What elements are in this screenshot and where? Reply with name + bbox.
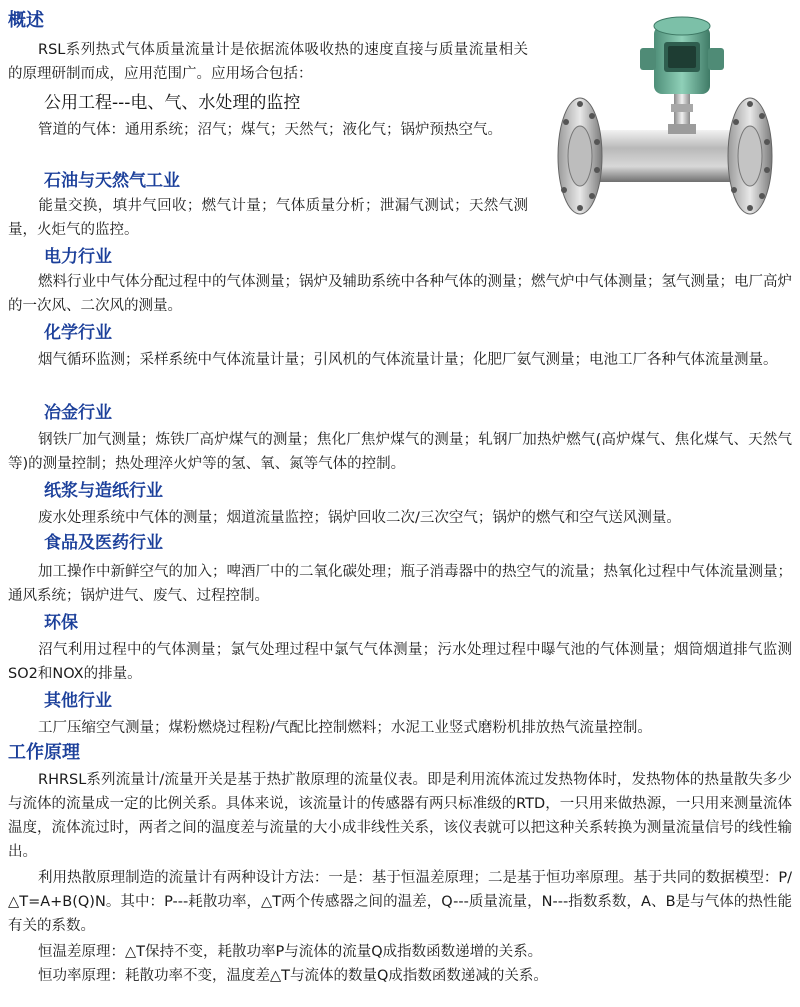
public-utilities-text xyxy=(8,118,528,142)
principle-heading: 工作原理 xyxy=(8,742,80,763)
environment-text-body: 沼气利用过程中的气体测量；氯气处理过程中氯气气体测量；污水处理过程中曝气池的气体测量；烟筒烟道排气监测SO2和NOX的排量。 xyxy=(8,642,792,682)
paper-industry-heading: 纸浆与造纸行业 xyxy=(44,481,163,501)
environment-text xyxy=(8,638,792,686)
power-text xyxy=(8,270,792,318)
principle-text-1 xyxy=(8,768,792,864)
environment-heading: 环保 xyxy=(44,613,78,633)
other-industries-text-body: 工厂压缩空气测量；煤粉燃烧过程粉/气配比控制燃料；水泥工业竖式磨粉机排放热气流量控制。 xyxy=(38,720,652,736)
food-pharma-text-body: 加工操作中新鲜空气的加入；啤酒厂中的二氧化碳处理；瓶子消毒器中的热空气的流量；热氧化过程中气体流量测量；通风系统；锅炉进气、废气、过程控制。 xyxy=(8,564,792,604)
petroleum-text xyxy=(8,194,528,242)
public-utilities-heading: 公用工程---电、气、水处理的监控 xyxy=(44,93,301,113)
public-utilities-text-body: 管道的气体：通用系统；沼气；煤气；天然气；液化气；锅炉预热空气。 xyxy=(38,122,502,138)
power-text-body: 燃料行业中气体分配过程中的气体测量；锅炉及辅助系统中各种气体的测量；燃气炉中气体测量；氢气测量；电厂高炉的一次风、二次风的测量。 xyxy=(8,274,792,314)
principle-text-4: 恒功率原理：耗散功率不变，温度差△T与流体的数量Q成指数函数递减的关系。 xyxy=(38,968,548,984)
metallurgy-text xyxy=(8,428,792,476)
food-pharma-heading: 食品及医药行业 xyxy=(44,533,163,553)
petroleum-text-body: 能量交换，填井气回收；燃气计量；气体质量分析；泄漏气测试；天然气测量，火炬气的监控。 xyxy=(8,198,528,238)
paper-industry-text xyxy=(8,506,792,530)
principle-text-1-body: RHRSL系列流量计/流量开关是基于热扩散原理的流量仪表。即是利用流体流过发热物体时，发热物体的热量散失多少与流体的流量成一定的比例关系。具体来说，该流量计的传感器有两只标准级的RTD，一只用来做热源，一只用来测量流体温度，流体流过时，两者之间的温度差与流量的大小成非线性关系，该仪表就可以把这种关系转换为测量流量信号的线性输出。 xyxy=(8,772,792,860)
chemical-text xyxy=(8,348,792,372)
overview-text xyxy=(8,38,528,86)
overview-text-body: RSL系列热式气体质量流量计是依据流体吸收热的速度直接与质量流量相关的原理研制而成，应用范围广。应用场合包括： xyxy=(8,42,528,82)
principle-text-2-body: 利用热散原理制造的流量计有两种设计方法：一是：基于恒温差原理；二是基于恒功率原理。基于共同的数据模型：P/△T=A+B(Q)N。其中：P---耗散功率，△T两个传感器之间的温差，Q---质量流量，N---指数系数，A、B是与气体的热性能有关的系数。 xyxy=(8,870,792,934)
chemical-text-body: 烟气循环监测；采样系统中气体流量计量；引风机的气体流量计量；化肥厂氨气测量；电池工厂各种气体流量测量。 xyxy=(38,352,778,368)
other-industries-text xyxy=(8,716,792,740)
flowmeter-photo xyxy=(540,12,786,224)
principle-text-2 xyxy=(8,866,792,938)
metallurgy-heading: 冶金行业 xyxy=(44,403,112,423)
paper-industry-text-body: 废水处理系统中气体的测量；烟道流量监控；锅炉回收二次/三次空气；锅炉的燃气和空气送风测量。 xyxy=(38,510,681,526)
power-heading: 电力行业 xyxy=(44,247,112,267)
principle-text-3: 恒温差原理：△T保持不变，耗散功率P与流体的流量Q成指数函数递增的关系。 xyxy=(38,944,543,960)
chemical-heading: 化学行业 xyxy=(44,323,112,343)
petroleum-heading: 石油与天然气工业 xyxy=(44,171,180,191)
other-industries-heading: 其他行业 xyxy=(44,691,112,711)
overview-heading: 概述 xyxy=(8,10,44,31)
metallurgy-text-body: 钢铁厂加气测量；炼铁厂高炉煤气的测量；焦化厂焦炉煤气的测量；轧钢厂加热炉燃气(高炉煤气、焦化煤气、天然气等)的测量控制；热处理淬火炉等的氢、氧、氮等气体的控制。 xyxy=(8,432,792,472)
food-pharma-text xyxy=(8,560,792,608)
